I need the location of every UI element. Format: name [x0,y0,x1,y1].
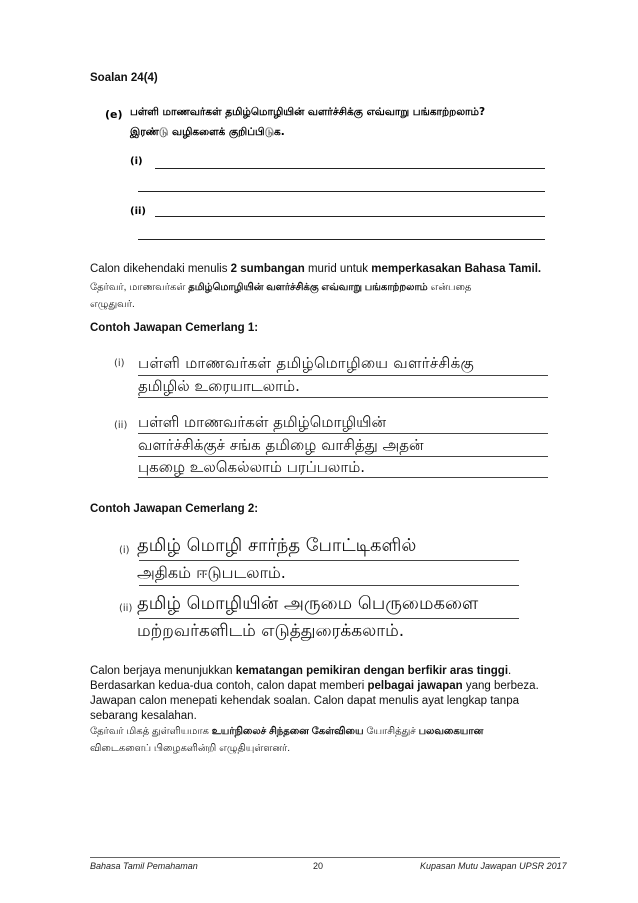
instruction-text: Calon dikehendaki menulis 2 sumbangan murid untuk memperkasakan Bahasa Tamil. [90,263,542,275]
example2-answer1-line1: தமிழ் மொழி சார்ந்த போட்டிகளில் [137,535,417,556]
example2-scan [115,525,560,645]
question-scan [100,100,550,250]
instruction-tamil-line2: எழுதுவர். [90,299,135,310]
answer-line [138,456,548,457]
question-text-line1: பள்ளி மாணவர்கள் தமிழ்மொழியின் வளர்ச்சிக்கு எவ்வாறு பங்காற்றலாம்? [130,106,486,118]
footer-page-number: 20 [313,861,324,871]
example1-scan [110,350,555,480]
conclusion-tamil-line2: விடைகளைப் பிழைகளின்றி எழுதியுள்ளனர். [90,743,291,754]
example1-heading: Contoh Jawapan Cemerlang 1: [90,322,259,334]
example2-answer2-line1: தமிழ் மொழியின் அருமை பெருமைகளை [137,593,479,614]
example2-heading: Contoh Jawapan Cemerlang 2: [90,503,259,515]
answer-line [138,191,545,192]
example2-answer2-line2: மற்றவர்களிடம் எடுத்துரைக்கலாம். [137,621,405,641]
example1-answer1-line2: தமிழில் உரையாடலாம். [138,377,300,395]
question-sub-label-ii: (ii) [130,206,146,217]
answer-line [155,168,545,169]
example1-answer2-line2: வளர்ச்சிக்குச் சங்க தமிழை வாசித்து அதன் [138,436,424,454]
instruction-tamil-line1: தேர்வர், மாணவர்கள் தமிழ்மொழியின் வளர்ச்சிக்கு எவ்வாறு பங்காற்றலாம் என்பதை [90,282,472,293]
answer-line [138,239,545,240]
footer-right: Kupasan Mutu Jawapan UPSR 2017 [420,861,567,871]
example2-label-ii: (ii) [119,603,133,614]
answer-line [139,560,519,561]
answer-line [139,585,519,586]
answer-line [139,618,519,619]
footer-divider [90,857,560,858]
example2-answer1-line2: அதிகம் ஈடுபடலாம். [137,563,286,582]
answer-line [138,477,548,478]
example1-answer2-line1: பள்ளி மாணவர்கள் தமிழ்மொழியின் [138,413,387,431]
example1-label-ii: (ii) [114,420,128,431]
example1-answer1-line1: பள்ளி மாணவர்கள் தமிழ்மொழியை வளர்ச்சிக்கு [138,354,475,372]
conclusion-text: Calon berjaya menunjukkan kematangan pemikiran dengan berfikir aras tinggi. Berdasarkan kedua-dua contoh, calon dapat memberi pelbagai jawapan yang berbeza. Jawapan calon menepati kehendak soalan. Calon dapat menulis ayat lengkap tanpa sebarang kesalahan. [90,665,539,722]
question-text-line2: இரண்டு வழிகளைக் குறிப்பிடுக. [130,126,285,138]
answer-line [138,433,548,434]
example2-label-i: (i) [119,545,130,556]
answer-line [138,375,548,376]
answer-line [138,397,548,398]
question-heading: Soalan 24(4) [90,72,158,84]
question-label: (e) [105,108,123,121]
footer-left: Bahasa Tamil Pemahaman [90,861,198,871]
example1-answer2-line3: புகழை உலகெல்லாம் பரப்பலாம். [138,458,366,476]
answer-line [155,216,545,217]
example1-label-i: (i) [114,358,125,369]
question-sub-label-i: (i) [130,156,143,167]
conclusion-tamil-line1: தேர்வர் மிகத் துள்ளியமாக உயர்நிலைச் சிந்தனை கேள்வியை யோசித்துச் பலவகையான [90,726,484,737]
